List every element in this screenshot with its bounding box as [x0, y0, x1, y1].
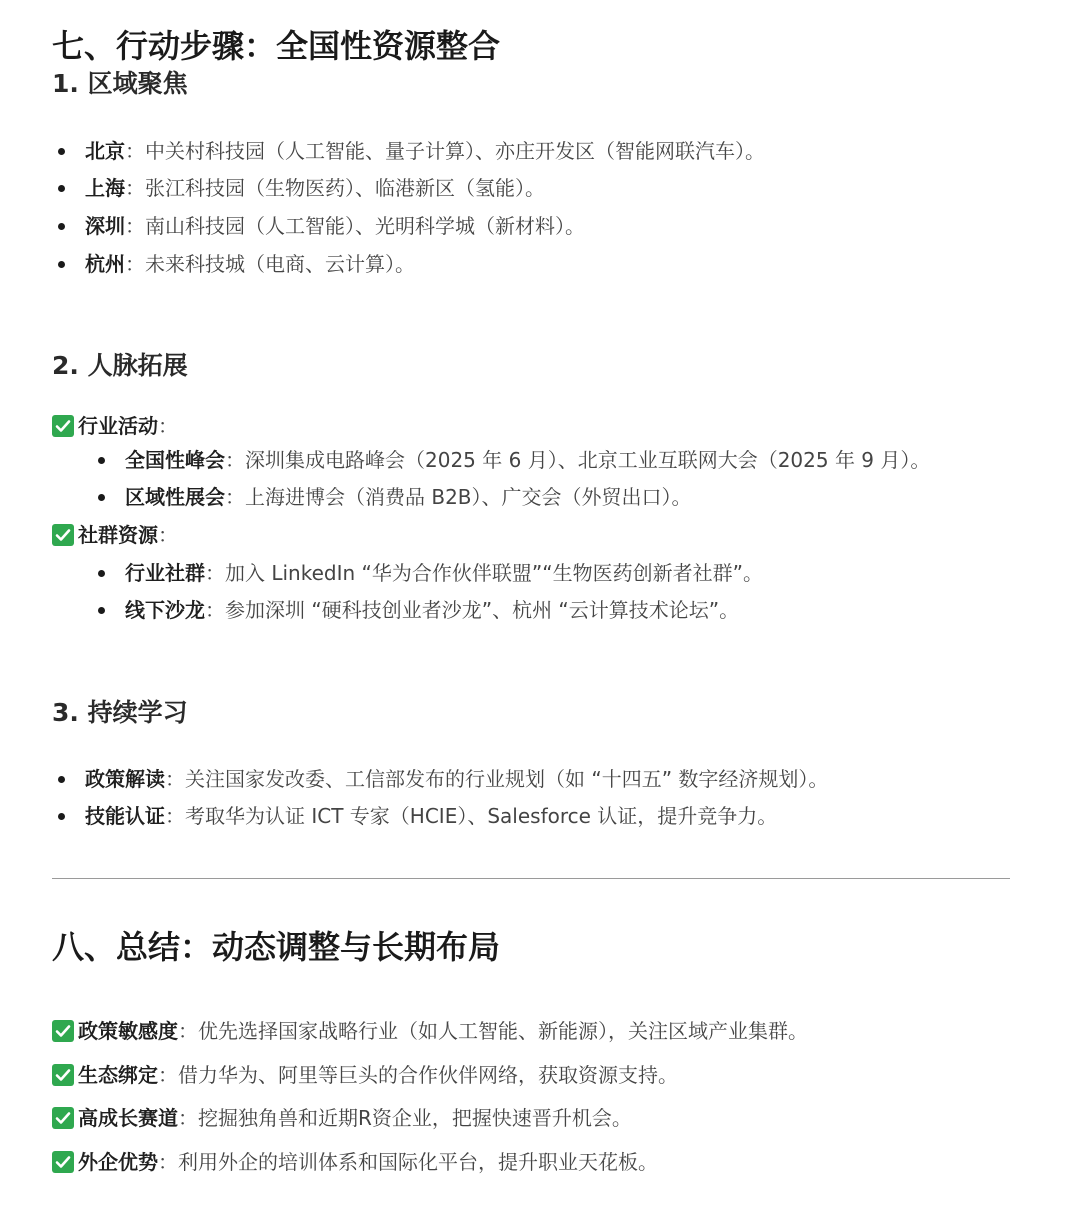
bullet-icon [58, 261, 65, 268]
checkmark-icon [52, 524, 74, 546]
section-7-title: 七、行动步骤：全国性资源整合 [52, 27, 501, 65]
section-8-title: 八、总结：动态调整与长期布局 [52, 928, 501, 966]
list-item: 行业社群 ：加入 LinkedIn “华为合作伙伴联盟”“生物医药创新者社群”。 [98, 559, 763, 587]
bullet-icon [58, 223, 65, 230]
bullet-icon [58, 148, 65, 155]
check-item: 政策敏感度 ：优先选择国家战略行业（如人工智能、新能源），关注区域产业集群。 [52, 1017, 808, 1045]
list-item: 技能认证 ：考取华为认证 ICT 专家（HCIE）、Salesforce 认证，提升竞争力。 [58, 802, 777, 830]
bullet-icon [98, 607, 105, 614]
checkmark-icon [52, 1064, 74, 1086]
check-item: 外企优势 ：利用外企的培训体系和国际化平台，提升职业天花板。 [52, 1148, 658, 1176]
subsection-2-heading: 2. 人脉拓展 [52, 351, 188, 380]
list-item: 政策解读 ：关注国家发改委、工信部发布的行业规划（如 “十四五” 数字经济规划）。 [58, 765, 828, 793]
checkmark-icon [52, 1151, 74, 1173]
subsection-1-heading: 1. 区域聚焦 [52, 69, 188, 98]
bullet-icon [58, 813, 65, 820]
subsection-3-heading: 3. 持续学习 [52, 698, 188, 727]
list-item: 杭州 ：未来科技城（电商、云计算）。 [58, 250, 415, 278]
bullet-icon [98, 570, 105, 577]
list-item: 区域性展会 ：上海进博会（消费品 B2B）、广交会（外贸出口）。 [98, 483, 692, 511]
list-item: 全国性峰会 ：深圳集成电路峰会（2025 年 6 月）、北京工业互联网大会（2025 年 9 月）。 [98, 446, 930, 474]
check-item-industry-events: 行业活动 ： [52, 412, 178, 440]
checkmark-icon [52, 415, 74, 437]
list-item: 深圳 ：南山科技园（人工智能）、光明科学城（新材料）。 [58, 212, 585, 240]
checkmark-icon [52, 1020, 74, 1042]
check-item-community-resources: 社群资源 ： [52, 521, 178, 549]
bullet-icon [98, 457, 105, 464]
bullet-icon [58, 776, 65, 783]
bullet-icon [58, 185, 65, 192]
list-item: 北京 ：中关村科技园（人工智能、量子计算）、亦庄开发区（智能网联汽车）。 [58, 137, 765, 165]
section-divider [52, 878, 1010, 879]
bullet-icon [98, 494, 105, 501]
list-item: 线下沙龙 ：参加深圳 “硬科技创业者沙龙”、杭州 “云计算技术论坛”。 [98, 596, 739, 624]
check-item: 生态绑定 ：借力华为、阿里等巨头的合作伙伴网络，获取资源支持。 [52, 1061, 678, 1089]
list-item: 上海 ：张江科技园（生物医药）、临港新区（氢能）。 [58, 174, 545, 202]
check-item: 高成长赛道 ：挖掘独角兽和近期R资企业，把握快速晋升机会。 [52, 1104, 632, 1132]
checkmark-icon [52, 1107, 74, 1129]
